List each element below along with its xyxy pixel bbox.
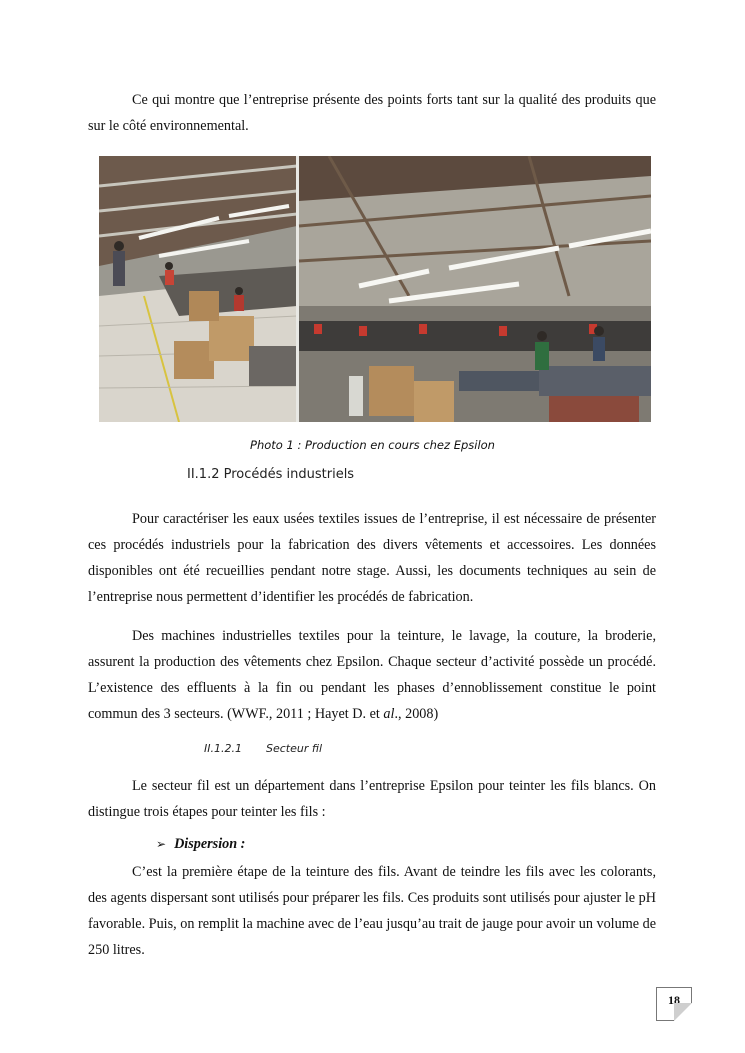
section-paragraph-2: Des machines industrielles textiles pour la teinture, le lavage, la couture, la broderie, assurent la production des vêtements chez Epsilon. Chaque secteur d’activité possède un procédé. L’existence des effluents à la fin ou pendant les phases d’ennoblissement constitue le point commun des 3 secteurs. (WWF., 2011 ; Hayet D. et al., 2008) <box>88 628 656 722</box>
subsection-heading <box>204 742 322 755</box>
arrow-bullet-icon: ➢ <box>156 837 167 851</box>
bullet-heading <box>156 836 245 853</box>
page-number: 18 <box>668 993 680 1007</box>
subsection-number: II.1.2.1 <box>204 742 242 755</box>
subsection-title: Secteur fil <box>266 742 323 755</box>
section-paragraph-1: Pour caractériser les eaux usées textiles issues de l’entreprise, il est nécessaire de présenter ces procédés industriels pour la fabrication des divers vêtements et accessoires. Les données disponibles ont été recueillies pendant notre stage. Aussi, les documents techniques au sein de l’entreprise nous permettent d’identifier les procédés de fabrication. <box>88 511 656 605</box>
page-fold-icon <box>674 1003 692 1021</box>
bullet-label: Dispersion : <box>174 836 246 852</box>
intro-paragraph: Ce qui montre que l’entreprise présente des points forts tant sur la qualité des produits que sur le côté environnemental. <box>88 92 656 134</box>
factory-floor-image <box>99 156 651 422</box>
figure-caption: Photo 1 : Production en cours chez Epsilon <box>250 438 495 452</box>
bullet-paragraph: C’est la première étape de la teinture des fils. Avant de teindre les fils avec les colorants, des agents dispersant sont utilisés pour préparer les fils. Ces produits sont utilisés pour ajuster le pH favorable. Puis, on remplit la machine avec de l’eau jusqu’au trait de jauge pour avoir un volume de 250 litres. <box>88 864 656 958</box>
production-photo <box>99 156 651 422</box>
page-number-box <box>656 987 692 1021</box>
subsection-paragraph: Le secteur fil est un département dans l’entreprise Epsilon pour teinter les fils blancs. On distingue trois étapes pour teinter les fils : <box>88 778 656 820</box>
section-heading: II.1.2 Procédés industriels <box>187 467 355 482</box>
citation-italic: al <box>383 706 395 722</box>
